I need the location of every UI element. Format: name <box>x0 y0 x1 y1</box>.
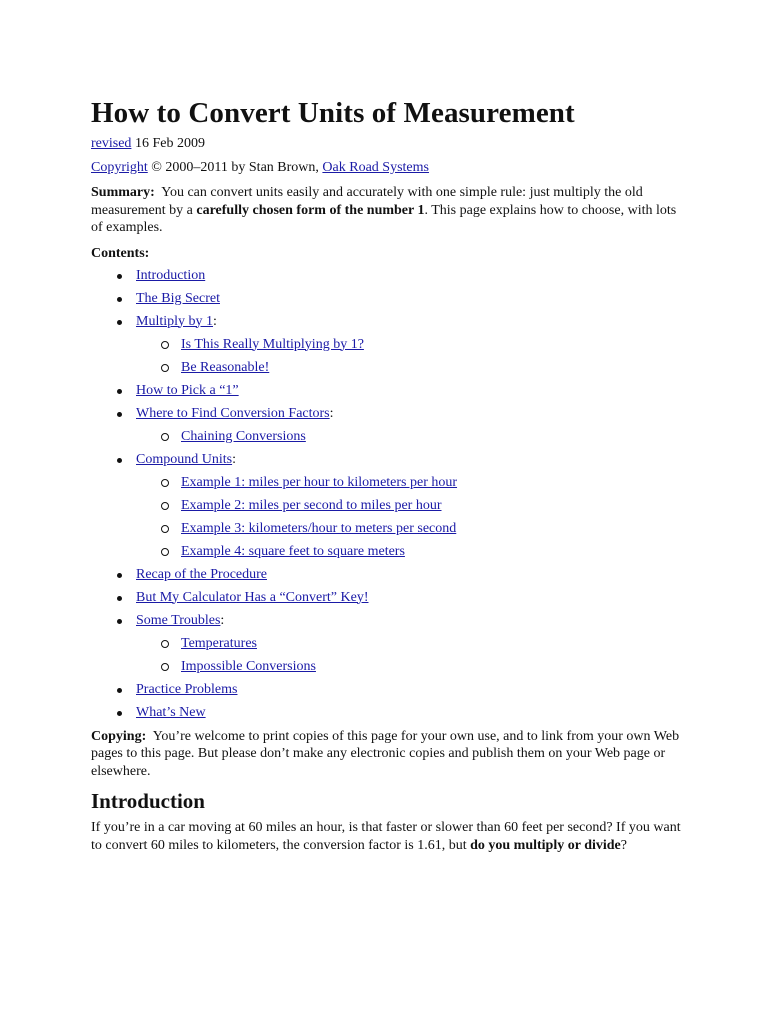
copyright-line <box>91 159 691 177</box>
circle-bullet-icon <box>161 640 169 648</box>
toc-link[interactable]: Multiply by 1 <box>136 313 214 329</box>
toc-link[interactable]: Introduction <box>136 267 206 283</box>
intro-text-b: ? <box>620 837 627 853</box>
revised-link[interactable]: revised <box>91 136 132 151</box>
toc-link-suffix: : <box>232 451 236 467</box>
circle-bullet-icon <box>161 479 169 487</box>
toc-sublist <box>136 336 691 377</box>
toc-link[interactable]: The Big Secret <box>136 290 220 306</box>
revised-date: 16 Feb 2009 <box>134 136 205 151</box>
intro-bold: do you multiply or divide <box>470 837 621 853</box>
revised-line <box>91 135 691 153</box>
toc-subitem <box>136 520 691 538</box>
circle-bullet-icon <box>161 525 169 533</box>
toc-sublist <box>136 474 691 561</box>
copyright-text: © 2000–2011 by Stan Brown, <box>147 160 323 175</box>
toc-sublink[interactable]: Example 4: square feet to square meters <box>181 543 405 559</box>
toc-link-suffix: : <box>213 313 217 329</box>
document-page <box>91 96 691 854</box>
summary-text-b: . This page explains how to choose, with lots of examples. <box>91 202 677 235</box>
toc-link[interactable]: Recap of the Procedure <box>136 566 267 582</box>
toc-subitem <box>136 543 691 561</box>
toc-link[interactable]: What’s New <box>136 704 206 720</box>
intro-text-a: If you’re in a car moving at 60 miles an hour, is that faster or slower than 60 feet per second? If you want to convert 60 miles to kilometers, the conversion factor is 1.61, but <box>91 820 681 853</box>
toc-subitem <box>136 359 691 377</box>
toc-subitem <box>136 474 691 492</box>
circle-bullet-icon <box>161 663 169 671</box>
summary-label: Summary: <box>91 185 155 200</box>
toc-link[interactable]: Compound Units <box>136 451 233 467</box>
introduction-heading: Introduction <box>91 789 205 813</box>
toc-sublink[interactable]: Example 2: miles per second to miles per hour <box>181 497 442 513</box>
circle-bullet-icon <box>161 548 169 556</box>
bullet-icon <box>117 458 122 463</box>
bullet-icon <box>117 711 122 716</box>
bullet-icon <box>117 389 122 394</box>
toc-item <box>91 566 691 584</box>
copying-label: Copying: <box>91 728 147 744</box>
toc-subitem <box>136 497 691 515</box>
toc-item <box>91 589 691 607</box>
copying-text: You’re welcome to print copies of this page for your own use, and to link from your own Web pages to this page. But please don’t make any electronic copies and publish them on your Web page or elsewhere. <box>91 728 683 779</box>
toc-item <box>91 612 691 676</box>
toc-sublink[interactable]: Is This Really Multiplying by 1? <box>181 336 364 352</box>
circle-bullet-icon <box>161 433 169 441</box>
table-of-contents <box>91 267 691 722</box>
toc-item <box>91 267 691 285</box>
toc-item <box>91 681 691 699</box>
circle-bullet-icon <box>161 364 169 372</box>
bullet-icon <box>117 619 122 624</box>
summary-text-a: You can convert units easily and accurately with one simple rule: just multiply the old measurement by a <box>91 185 647 218</box>
circle-bullet-icon <box>161 502 169 510</box>
toc-link[interactable]: Where to Find Conversion Factors <box>136 405 330 421</box>
summary-paragraph <box>91 184 691 237</box>
introduction-paragraph <box>91 819 691 854</box>
toc-sublink[interactable]: Example 3: kilometers/hour to meters per second <box>181 520 457 536</box>
toc-sublink[interactable]: Impossible Conversions <box>181 658 316 674</box>
page-title: How to Convert Units of Measurement <box>91 97 575 129</box>
contents-label: Contents: <box>91 245 150 261</box>
toc-link-suffix: : <box>329 405 334 421</box>
toc-sublink[interactable]: Be Reasonable! <box>181 359 270 375</box>
toc-link[interactable]: Practice Problems <box>136 681 238 697</box>
oak-road-systems-link[interactable]: Oak Road Systems <box>322 160 429 175</box>
toc-item <box>91 451 691 561</box>
bullet-icon <box>117 320 122 325</box>
toc-link[interactable]: Some Troubles <box>136 612 221 628</box>
toc-link[interactable]: But My Calculator Has a “Convert” Key! <box>136 589 369 605</box>
toc-subitem <box>136 635 691 653</box>
summary-bold: carefully chosen form of the number 1 <box>196 202 425 218</box>
bullet-icon <box>117 573 122 578</box>
bullet-icon <box>117 297 122 302</box>
toc-link-suffix: : <box>220 612 225 628</box>
bullet-icon <box>117 596 122 601</box>
copying-paragraph <box>91 728 691 781</box>
copyright-link[interactable]: Copyright <box>91 160 148 175</box>
bullet-icon <box>117 274 122 279</box>
circle-bullet-icon <box>161 341 169 349</box>
toc-subitem <box>136 658 691 676</box>
toc-item <box>91 382 691 400</box>
toc-item <box>91 704 691 722</box>
bullet-icon <box>117 688 122 693</box>
toc-sublink[interactable]: Example 1: miles per hour to kilometers per hour <box>181 474 458 490</box>
toc-sublist <box>136 635 691 676</box>
toc-item <box>91 405 691 446</box>
bullet-icon <box>117 412 122 417</box>
toc-sublink[interactable]: Temperatures <box>181 635 257 651</box>
toc-link[interactable]: How to Pick a “1” <box>136 382 239 398</box>
toc-subitem <box>136 336 691 354</box>
toc-subitem <box>136 428 691 446</box>
toc-item <box>91 290 691 308</box>
toc-item <box>91 313 691 377</box>
toc-sublink[interactable]: Chaining Conversions <box>181 428 306 444</box>
toc-sublist <box>136 428 691 446</box>
